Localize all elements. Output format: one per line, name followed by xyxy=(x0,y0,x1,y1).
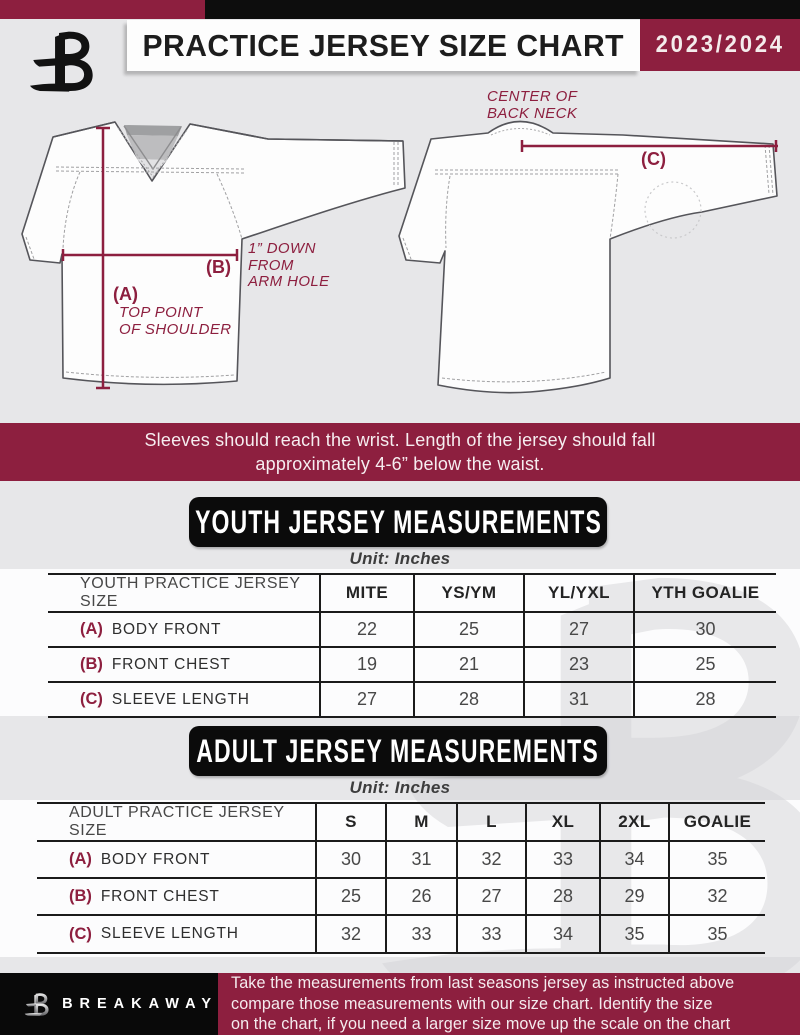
table-cell: 33 xyxy=(525,840,599,877)
table-cell: 23 xyxy=(523,646,633,681)
table-cell: 34 xyxy=(599,840,668,877)
adult-measurements-table xyxy=(37,802,765,954)
brand-name: BREAKAWAY xyxy=(62,996,218,1012)
annotation-top-point-shoulder: TOP POINT OF SHOULDER xyxy=(119,304,232,338)
season-box xyxy=(640,19,800,71)
footer-instructions xyxy=(218,973,800,1035)
page-title: PRACTICE JERSEY SIZE CHART xyxy=(142,27,625,63)
breakaway-b-logo-icon xyxy=(24,985,49,1023)
table-cell: 19 xyxy=(319,646,413,681)
annotation-arm-hole: 1” DOWN FROM ARM HOLE xyxy=(248,240,330,290)
table-cell: 28 xyxy=(413,681,523,716)
youth-table-size-header-cell: YOUTH PRACTICE JERSEY SIZE xyxy=(80,575,301,610)
table-cell: 35 xyxy=(599,914,668,952)
table-cell: 30 xyxy=(315,840,385,877)
table-cell: 33 xyxy=(456,914,525,952)
annotation-center-back-neck: CENTER OF BACK NECK xyxy=(487,88,578,122)
adult-unit-label: Unit: Inches xyxy=(349,778,451,797)
season-label: 2023/2024 xyxy=(655,31,785,58)
youth-col-header-yl-yxl: YL/YXL xyxy=(523,575,633,611)
annotation-label-a: (A) xyxy=(113,284,138,304)
table-cell: 25 xyxy=(315,877,385,914)
table-cell: 28 xyxy=(633,681,776,716)
breakaway-b-logo-icon xyxy=(28,24,94,96)
top-bar-black-segment xyxy=(205,0,800,19)
table-cell: 32 xyxy=(456,840,525,877)
table-cell: 32 xyxy=(668,877,765,914)
table-cell: 27 xyxy=(456,877,525,914)
table-cell: 35 xyxy=(668,914,765,952)
youth-unit-label: Unit: Inches xyxy=(349,549,451,568)
adult-col-header-l: L xyxy=(456,804,525,840)
table-cell: 31 xyxy=(385,840,456,877)
table-cell: 32 xyxy=(315,914,385,952)
table-cell: 26 xyxy=(385,877,456,914)
footer-brand-block xyxy=(0,973,218,1035)
youth-col-header-goalie: YTH GOALIE xyxy=(633,575,776,611)
table-cell: 21 xyxy=(413,646,523,681)
youth-col-header-ys-ym: YS/YM xyxy=(413,575,523,611)
adult-col-header-s: S xyxy=(315,804,385,840)
table-cell: 25 xyxy=(413,611,523,646)
table-cell: 35 xyxy=(668,840,765,877)
adult-col-header-m: M xyxy=(385,804,456,840)
table-cell: 33 xyxy=(385,914,456,952)
title-box xyxy=(127,20,640,71)
adult-row-label-front-chest: (B) FRONT CHEST xyxy=(37,877,315,914)
youth-measurements-table xyxy=(48,573,776,718)
table-cell: 30 xyxy=(633,611,776,646)
table-cell: 27 xyxy=(523,611,633,646)
table-cell: 27 xyxy=(319,681,413,716)
fit-note-line-2: approximately 4-6” below the waist. xyxy=(255,454,545,474)
annotation-label-c: (C) xyxy=(641,149,666,169)
table-cell: 25 xyxy=(633,646,776,681)
youth-row-label-body-front: (A) BODY FRONT xyxy=(48,611,319,646)
table-cell: 22 xyxy=(319,611,413,646)
adult-col-header-xl: XL xyxy=(525,804,599,840)
youth-row-label-front-chest: (B) FRONT CHEST xyxy=(48,646,319,681)
jersey-back-illustration xyxy=(388,83,790,405)
adult-section-heading: ADULT JERSEY MEASUREMENTS xyxy=(189,726,607,776)
adult-col-header-2xl: 2XL xyxy=(599,804,668,840)
adult-row-label-body-front: (A) BODY FRONT xyxy=(37,840,315,877)
jersey-front-illustration xyxy=(20,108,415,400)
adult-table-size-header-cell: ADULT PRACTICE JERSEY SIZE xyxy=(69,804,285,839)
table-cell: 29 xyxy=(599,877,668,914)
youth-row-label-sleeve-length: (C) SLEEVE LENGTH xyxy=(48,681,319,716)
youth-col-header-mite: MITE xyxy=(319,575,413,611)
fit-note-line-1: Sleeves should reach the wrist. Length of the jersey should fall xyxy=(144,430,656,450)
footer-note-line-3: on the chart, if you need a larger size move up the scale on the chart xyxy=(231,1015,731,1034)
adult-row-label-sleeve-length: (C) SLEEVE LENGTH xyxy=(37,914,315,952)
fit-note-banner xyxy=(0,423,800,481)
table-cell: 34 xyxy=(525,914,599,952)
top-bar-maroon-segment xyxy=(0,0,205,19)
footer-note-line-1: Take the measurements from last seasons jersey as instructed above xyxy=(231,974,735,993)
annotation-label-b: (B) xyxy=(206,257,231,277)
adult-col-header-goalie: GOALIE xyxy=(668,804,765,840)
table-cell: 28 xyxy=(525,877,599,914)
footer-note-line-2: compare those measurements with our size chart. Identify the size xyxy=(231,994,713,1013)
youth-section-heading: YOUTH JERSEY MEASUREMENTS xyxy=(189,497,607,547)
table-cell: 31 xyxy=(523,681,633,716)
